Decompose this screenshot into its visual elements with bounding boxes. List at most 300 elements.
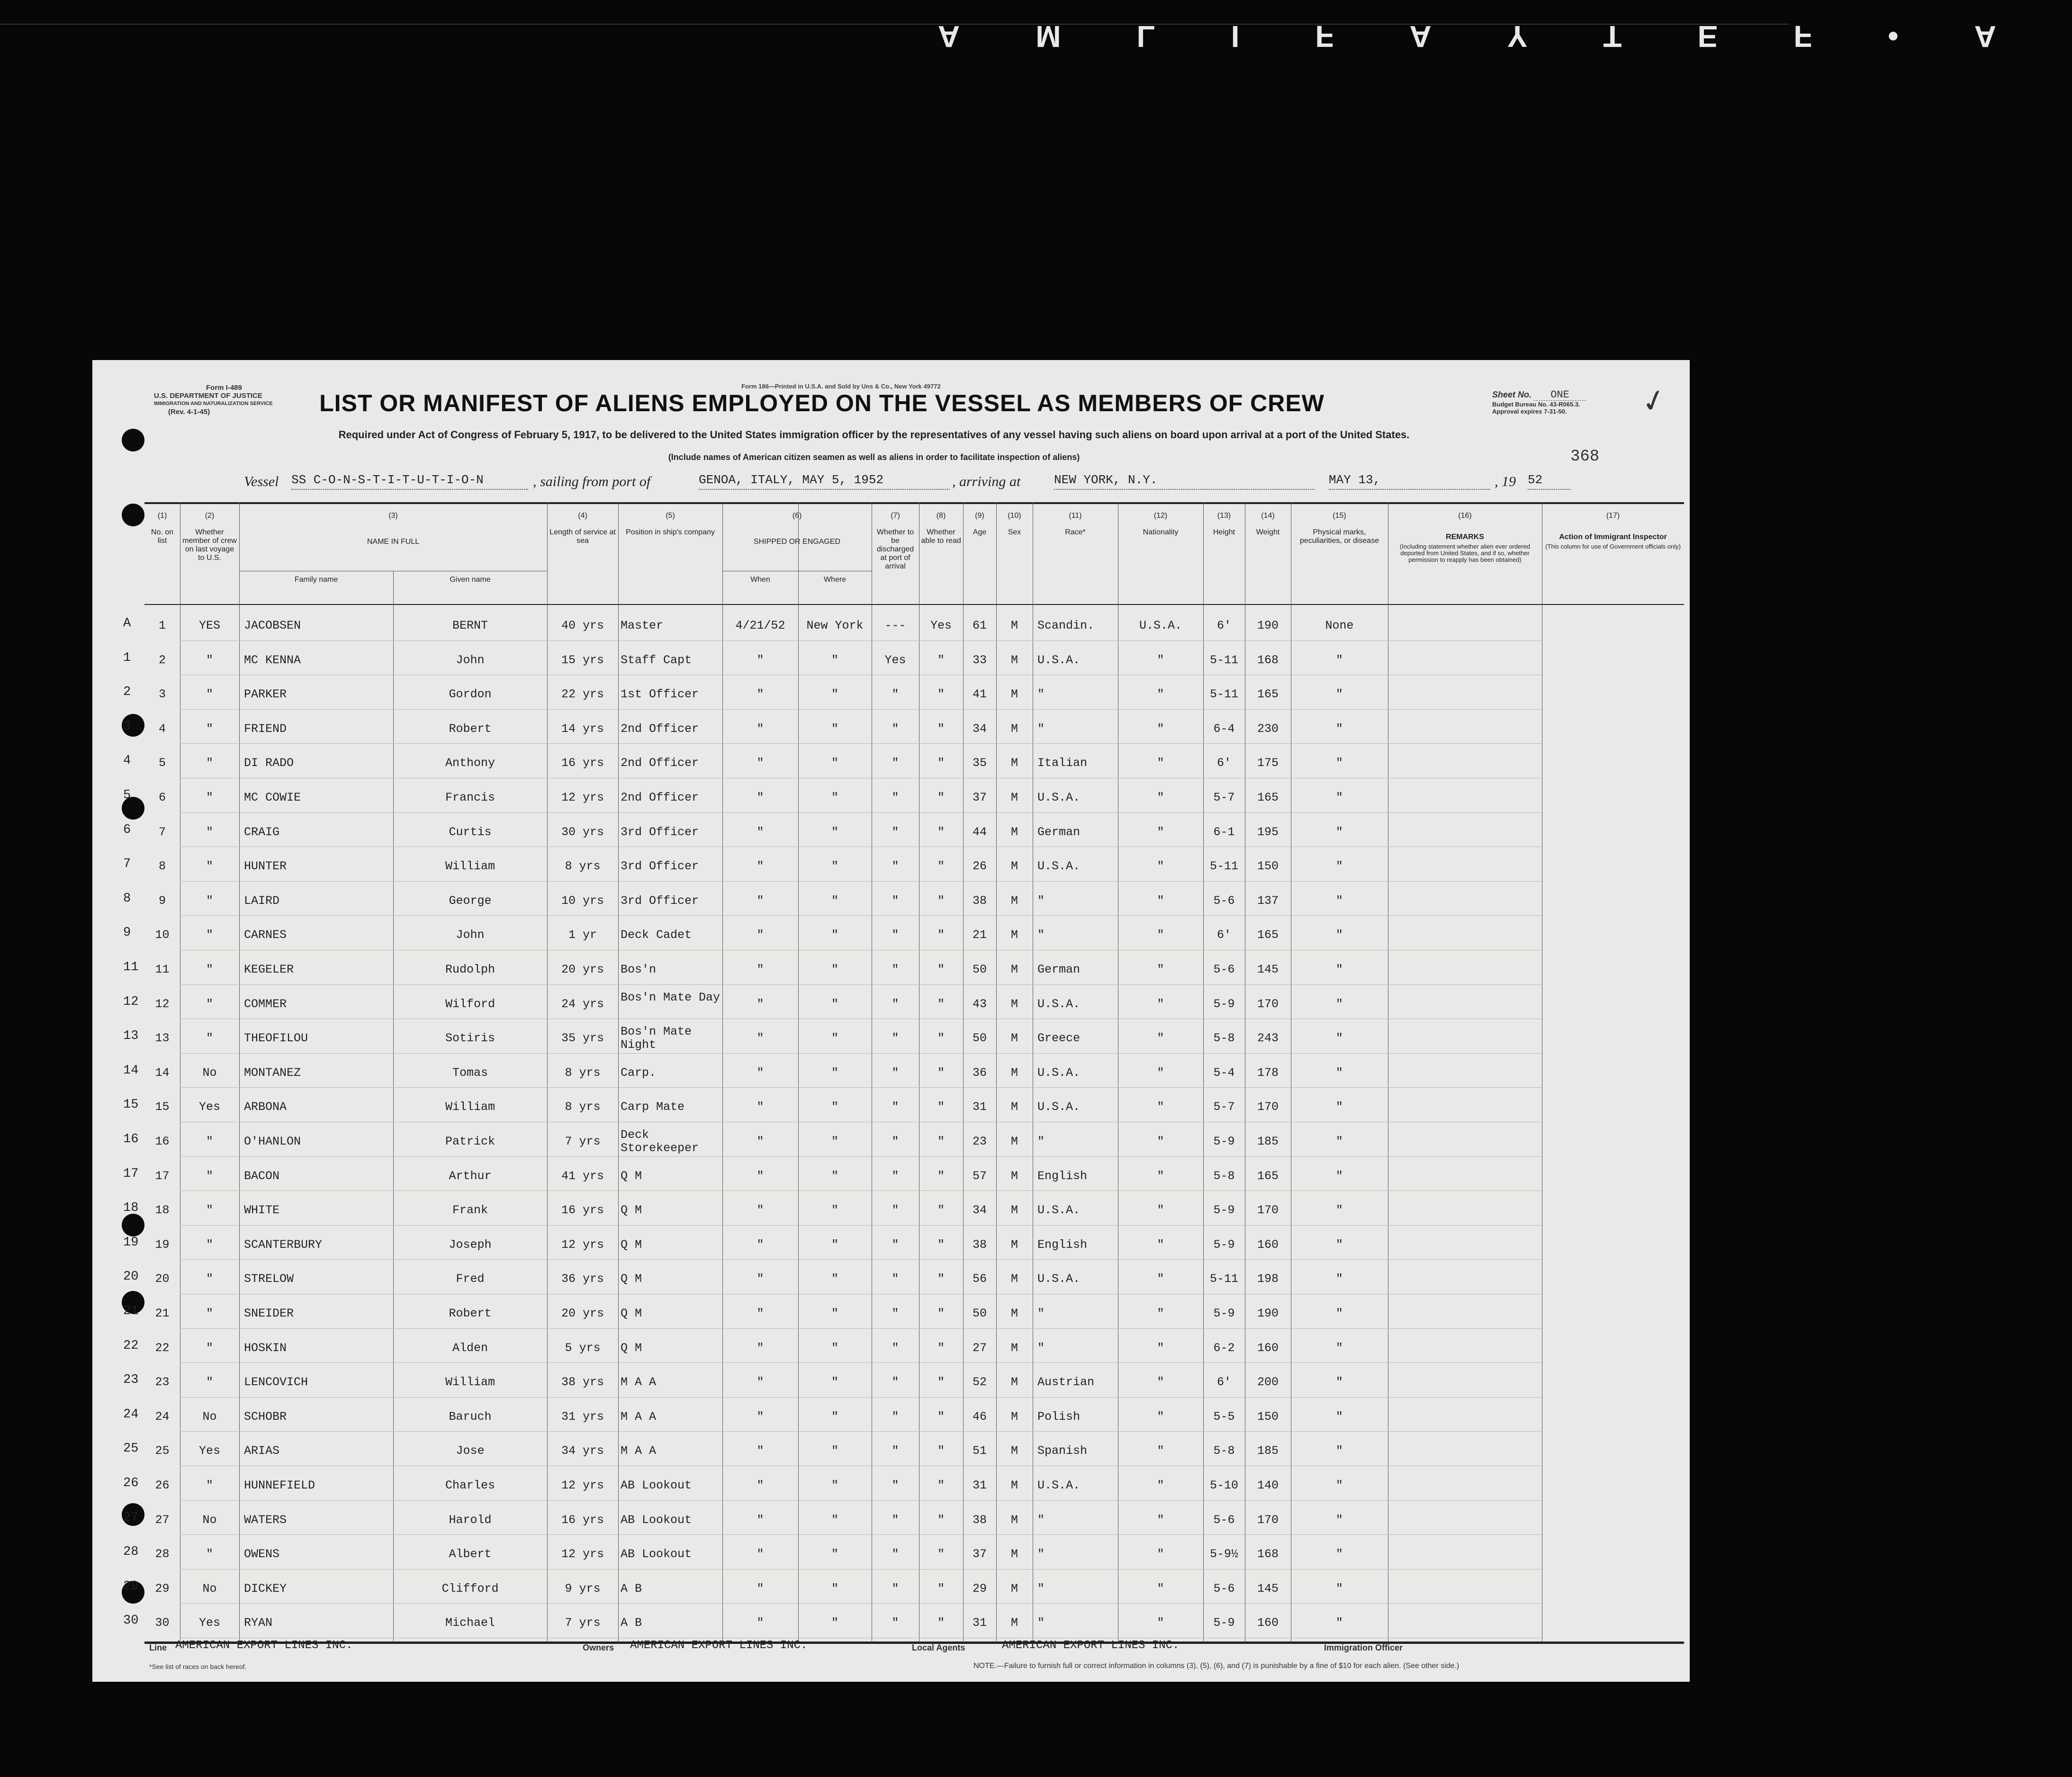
film-strip-letter: I — [1231, 19, 1240, 54]
cell-discharge: " — [892, 1409, 899, 1424]
cell-family: LENCOVICH — [244, 1375, 308, 1389]
cell-position: Deck Cadet — [621, 928, 692, 942]
header-rule-bottom — [144, 604, 1684, 605]
cell-when: " — [757, 1479, 764, 1492]
cell-marks: " — [1335, 1375, 1343, 1389]
row-divider — [180, 984, 1542, 985]
cell-sex: M — [1010, 1169, 1018, 1183]
cell-marks: " — [1335, 893, 1343, 908]
cell-height: 5-4 — [1213, 1065, 1235, 1080]
cell-age: 36 — [972, 1065, 987, 1080]
cell-age: 27 — [972, 1341, 987, 1355]
cell-family: HUNTER — [244, 859, 287, 874]
cell-sex: M — [1010, 653, 1018, 667]
margin-number: 27 — [123, 1510, 139, 1525]
cell-given: William — [445, 1375, 495, 1389]
cell-given: William — [445, 859, 495, 874]
cell-sex: M — [1010, 756, 1018, 770]
row-divider — [180, 1053, 1542, 1054]
cell-given: Francis — [445, 791, 495, 804]
column-number: (8) — [936, 512, 946, 520]
cell-marks: " — [1335, 1065, 1343, 1080]
cell-no: 5 — [158, 756, 166, 770]
cell-race: U.S.A. — [1037, 1100, 1081, 1114]
cell-age: 38 — [972, 1513, 987, 1527]
cell-sex: M — [1010, 1341, 1018, 1355]
column-header: Whether to be discharged at port of arrival — [876, 528, 914, 570]
cell-prev: " — [206, 791, 213, 804]
cell-no: 26 — [155, 1479, 170, 1492]
cell-position: Q M — [621, 1272, 642, 1286]
cell-height: 5-8 — [1213, 1444, 1235, 1458]
cell-sex: M — [1010, 928, 1018, 942]
cell-race: " — [1037, 1616, 1045, 1630]
cell-no: 17 — [155, 1169, 170, 1183]
column-header: Whether able to read — [921, 528, 961, 545]
cell-position: AB Lookout — [621, 1479, 692, 1492]
table-row — [92, 1228, 1632, 1262]
row-divider — [180, 812, 1542, 813]
page-title: LIST OR MANIFEST OF ALIENS EMPLOYED ON THE VESSEL AS MEMBERS OF CREW — [319, 390, 1324, 416]
cell-prev: " — [206, 1031, 213, 1046]
column-number: (3) — [388, 512, 398, 520]
cell-family: KEGELER — [244, 963, 294, 976]
margin-number: 16 — [123, 1132, 139, 1146]
cell-discharge: " — [892, 997, 899, 1011]
table-row — [92, 609, 1632, 643]
column-header: Position in ship's company — [625, 528, 715, 536]
table-row — [92, 1606, 1632, 1640]
cell-service: 31 yrs — [561, 1409, 604, 1424]
column-subheader: Where — [823, 576, 847, 584]
table-row — [92, 815, 1632, 849]
cell-no: 19 — [155, 1237, 170, 1252]
cell-when: " — [757, 1100, 764, 1114]
cell-prev: " — [206, 1341, 213, 1355]
year-prefix: , 19 — [1495, 474, 1516, 489]
cell-weight: 190 — [1257, 1307, 1279, 1320]
cell-no: 14 — [155, 1065, 170, 1080]
cell-marks: " — [1335, 859, 1343, 874]
table-row — [92, 1572, 1632, 1606]
line-value: AMERICAN EXPORT LINES INC. — [175, 1639, 353, 1652]
cell-height: 5-8 — [1213, 1031, 1235, 1046]
cell-given: Patrick — [445, 1135, 495, 1148]
cell-race: " — [1037, 928, 1045, 942]
sheet-value: ONE — [1534, 390, 1586, 401]
cell-discharge: " — [892, 791, 899, 804]
cell-service: 12 yrs — [561, 1547, 604, 1561]
cell-nationality: " — [1157, 859, 1164, 874]
cell-nationality: " — [1157, 1444, 1164, 1458]
cell-marks: " — [1335, 1100, 1343, 1114]
cell-prev: " — [206, 1237, 213, 1252]
cell-marks: " — [1335, 963, 1343, 976]
cell-family: CARNES — [244, 928, 287, 942]
cell-when: " — [757, 893, 764, 908]
cell-where: " — [831, 1479, 838, 1492]
column-number: (17) — [1606, 512, 1620, 520]
cell-nationality: " — [1157, 1203, 1164, 1218]
cell-position: A B — [621, 1616, 642, 1630]
cell-height: 5-9 — [1213, 1135, 1235, 1148]
cell-when: " — [757, 687, 764, 702]
cell-service: 15 yrs — [561, 653, 604, 667]
cell-where: " — [831, 1065, 838, 1080]
cell-discharge: " — [892, 1100, 899, 1114]
cell-when: " — [757, 1375, 764, 1389]
cell-where: " — [831, 1513, 838, 1527]
cell-height: 5-9 — [1213, 997, 1235, 1011]
cell-age: 29 — [972, 1581, 987, 1596]
cell-sex: M — [1010, 1135, 1018, 1148]
column-header: Race* — [1065, 528, 1086, 536]
cell-discharge: " — [892, 1237, 899, 1252]
cell-race: U.S.A. — [1037, 1479, 1081, 1492]
cell-sex: M — [1010, 1479, 1018, 1492]
cell-where: " — [831, 1375, 838, 1389]
cell-where: New York — [806, 619, 864, 632]
cell-prev: No — [202, 1581, 217, 1596]
vessel-value: SS C-O-N-S-T-I-T-U-T-I-O-N — [291, 473, 528, 490]
cell-service: 40 yrs — [561, 619, 604, 632]
column-number: (4) — [578, 512, 587, 520]
row-divider — [180, 1362, 1542, 1363]
margin-number: 1 — [123, 650, 131, 665]
cell-given: Joseph — [449, 1237, 492, 1252]
cell-age: 38 — [972, 893, 987, 908]
cell-discharge: " — [892, 1272, 899, 1286]
cell-where: " — [831, 687, 838, 702]
cell-where: " — [831, 1409, 838, 1424]
cell-when: " — [757, 1547, 764, 1561]
form-identifier — [154, 384, 273, 416]
cell-service: 16 yrs — [561, 1513, 604, 1527]
cell-service: 30 yrs — [561, 825, 604, 839]
cell-read: Yes — [930, 619, 952, 632]
cell-position: Q M — [621, 1169, 642, 1183]
cell-read: " — [937, 1341, 945, 1355]
cell-discharge: " — [892, 825, 899, 839]
cell-weight: 137 — [1257, 893, 1279, 908]
cell-read: " — [937, 1616, 945, 1630]
cell-height: 6' — [1216, 1375, 1231, 1389]
cell-nationality: " — [1157, 1375, 1164, 1389]
cell-age: 50 — [972, 1307, 987, 1320]
cell-age: 35 — [972, 756, 987, 770]
cell-nationality: " — [1157, 893, 1164, 908]
cell-discharge: " — [892, 1616, 899, 1630]
cell-race: " — [1037, 722, 1045, 736]
cell-marks: " — [1335, 1547, 1343, 1561]
cell-nationality: " — [1157, 1581, 1164, 1596]
cell-family: WATERS — [244, 1513, 287, 1527]
cell-discharge: " — [892, 893, 899, 908]
cell-position: AB Lookout — [621, 1547, 692, 1561]
cell-discharge: " — [892, 1203, 899, 1218]
cell-given: Wilford — [445, 997, 495, 1011]
cell-race: U.S.A. — [1037, 859, 1081, 874]
cell-prev: " — [206, 653, 213, 667]
cell-race: German — [1037, 825, 1081, 839]
margin-number: 14 — [123, 1063, 139, 1078]
cell-given: Clifford — [441, 1581, 499, 1596]
cell-marks: " — [1335, 1272, 1343, 1286]
cell-race: " — [1037, 893, 1045, 908]
cell-position: AB Lookout — [621, 1513, 692, 1527]
cell-discharge: " — [892, 722, 899, 736]
cell-height: 5-7 — [1213, 791, 1235, 804]
cell-weight: 170 — [1257, 997, 1279, 1011]
cell-age: 34 — [972, 722, 987, 736]
row-divider — [180, 1603, 1542, 1604]
cell-nationality: " — [1157, 653, 1164, 667]
cell-when: " — [757, 756, 764, 770]
column-header: Age — [973, 528, 987, 536]
cell-weight: 165 — [1257, 791, 1279, 804]
cell-family: CRAIG — [244, 825, 280, 839]
cell-race: English — [1037, 1169, 1088, 1183]
cell-prev: " — [206, 1169, 213, 1183]
cell-discharge: " — [892, 1065, 899, 1080]
cell-service: 8 yrs — [565, 859, 601, 874]
film-strip-letter: F — [1793, 19, 1812, 54]
column-number: (1) — [157, 512, 167, 520]
cell-service: 16 yrs — [561, 1203, 604, 1218]
cell-service: 5 yrs — [565, 1341, 601, 1355]
cell-height: 6-1 — [1213, 825, 1235, 839]
cell-age: 51 — [972, 1444, 987, 1458]
column-number: (2) — [205, 512, 215, 520]
cell-sex: M — [1010, 619, 1018, 632]
cell-family: HOSKIN — [244, 1341, 287, 1355]
cell-weight: 168 — [1257, 1547, 1279, 1561]
table-row — [92, 677, 1632, 712]
margin-number: 6 — [123, 822, 131, 837]
cell-height: 5-9½ — [1209, 1547, 1238, 1561]
cell-given: Anthony — [445, 756, 495, 770]
cell-sex: M — [1010, 1203, 1018, 1218]
cell-age: 33 — [972, 653, 987, 667]
cell-family: OWENS — [244, 1547, 280, 1561]
cell-height: 5-7 — [1213, 1100, 1235, 1114]
cell-where: " — [831, 1272, 838, 1286]
film-strip-letter: Y — [1507, 19, 1528, 54]
cell-sex: M — [1010, 1581, 1018, 1596]
form-subnote: (Include names of American citizen seamen as well as aliens in order to facilitate inspection of aliens) — [668, 452, 1080, 462]
cell-family: ARIAS — [244, 1444, 280, 1458]
cell-prev: " — [206, 1307, 213, 1320]
cell-no: 3 — [158, 687, 166, 702]
column-header: Sex — [1008, 528, 1021, 536]
margin-number: 11 — [123, 960, 139, 974]
cell-position: M A A — [621, 1444, 657, 1458]
cell-given: Frank — [452, 1203, 488, 1218]
cell-nationality: " — [1157, 1547, 1164, 1561]
form-number: Form I-489 — [206, 384, 242, 392]
cell-family: THEOFILOU — [244, 1031, 308, 1046]
cell-position: Q M — [621, 1341, 642, 1355]
cell-read: " — [937, 859, 945, 874]
cell-height: 5-10 — [1209, 1479, 1238, 1492]
cell-read: " — [937, 722, 945, 736]
cell-service: 41 yrs — [561, 1169, 604, 1183]
table-row — [92, 1262, 1632, 1296]
service-name: IMMIGRATION AND NATURALIZATION SERVICE — [154, 401, 273, 406]
column-subheader: Family name — [294, 576, 338, 584]
cell-marks: " — [1335, 1341, 1343, 1355]
sheet-label: Sheet No. — [1492, 390, 1532, 399]
punch-hole — [122, 504, 144, 526]
cell-sex: M — [1010, 997, 1018, 1011]
cell-prev: Yes — [198, 1616, 220, 1630]
cell-discharge: " — [892, 1581, 899, 1596]
cell-height: 5-9 — [1213, 1307, 1235, 1320]
cell-when: " — [757, 1203, 764, 1218]
cell-prev: " — [206, 997, 213, 1011]
cell-marks: " — [1335, 1031, 1343, 1046]
cell-race: " — [1037, 1135, 1045, 1148]
margin-number: 5 — [123, 788, 131, 803]
cell-marks: " — [1335, 1307, 1343, 1320]
cell-sex: M — [1010, 687, 1018, 702]
cell-read: " — [937, 1375, 945, 1389]
cell-race: German — [1037, 963, 1081, 976]
cell-marks: " — [1335, 1135, 1343, 1148]
film-strip-letter: • — [1888, 19, 1899, 54]
cell-height: 5-6 — [1213, 1581, 1235, 1596]
cell-read: " — [937, 997, 945, 1011]
cell-given: George — [449, 893, 492, 908]
cell-weight: 185 — [1257, 1135, 1279, 1148]
row-divider — [180, 1087, 1542, 1088]
cell-sex: M — [1010, 1547, 1018, 1561]
row-divider — [180, 1156, 1542, 1157]
cell-when: 4/21/52 — [735, 619, 785, 632]
cell-given: Tomas — [452, 1065, 488, 1080]
cell-race: U.S.A. — [1037, 1203, 1081, 1218]
cell-height: 5-6 — [1213, 1513, 1235, 1527]
cell-when: " — [757, 1272, 764, 1286]
sailing-label: , sailing from port of — [533, 474, 651, 489]
cell-prev: YES — [198, 619, 220, 632]
cell-sex: M — [1010, 1237, 1018, 1252]
cell-given: Fred — [456, 1272, 485, 1286]
printer-line: Form 186—Printed in U.S.A. and Sold by Uns & Co., New York 49772 — [741, 383, 941, 390]
table-row — [92, 643, 1632, 677]
table-row — [92, 849, 1632, 884]
cell-where: " — [831, 963, 838, 976]
cell-position: Q M — [621, 1307, 642, 1320]
cell-weight: 165 — [1257, 928, 1279, 942]
column-number: (11) — [1069, 512, 1082, 520]
cell-height: 6-2 — [1213, 1341, 1235, 1355]
cell-age: 50 — [972, 1031, 987, 1046]
cell-family: COMMER — [244, 997, 287, 1011]
cell-discharge: " — [892, 963, 899, 976]
cell-discharge: " — [892, 1031, 899, 1046]
cell-height: 6' — [1216, 619, 1231, 632]
cell-age: 31 — [972, 1616, 987, 1630]
cell-when: " — [757, 1616, 764, 1630]
cell-given: Curtis — [449, 825, 492, 839]
cell-weight: 170 — [1257, 1513, 1279, 1527]
cell-no: 18 — [155, 1203, 170, 1218]
cell-age: 31 — [972, 1479, 987, 1492]
cell-position: 3rd Officer — [621, 893, 699, 908]
cell-height: 6' — [1216, 756, 1231, 770]
cell-prev: " — [206, 1479, 213, 1492]
cell-when: " — [757, 1135, 764, 1148]
cell-marks: " — [1335, 722, 1343, 736]
row-divider — [180, 1259, 1542, 1260]
cell-no: 15 — [155, 1100, 170, 1114]
cell-no: 12 — [155, 997, 170, 1011]
cell-prev: " — [206, 893, 213, 908]
cell-no: 6 — [158, 791, 166, 804]
margin-number: 22 — [123, 1338, 139, 1353]
margin-number: 30 — [123, 1614, 139, 1628]
row-divider — [180, 1431, 1542, 1432]
cell-where: " — [831, 859, 838, 874]
column-header: No. on list — [151, 528, 174, 545]
table-row — [92, 1297, 1632, 1331]
film-strip-letter: L — [1136, 19, 1155, 54]
cell-discharge: " — [892, 1444, 899, 1458]
cell-height: 5-9 — [1213, 1203, 1235, 1218]
column-number: (13) — [1217, 512, 1231, 520]
cell-prev: " — [206, 756, 213, 770]
cell-where: " — [831, 1100, 838, 1114]
cell-age: 37 — [972, 1547, 987, 1561]
row-divider — [180, 881, 1542, 882]
cell-discharge: " — [892, 1513, 899, 1527]
cell-marks: " — [1335, 1203, 1343, 1218]
punch-hole — [122, 429, 144, 451]
cell-marks: " — [1335, 1444, 1343, 1458]
cell-family: MC KENNA — [244, 653, 301, 667]
cell-age: 41 — [972, 687, 987, 702]
cell-race: Scandin. — [1037, 619, 1095, 632]
cell-nationality: " — [1157, 1409, 1164, 1424]
cell-where: " — [831, 1307, 838, 1320]
cell-sex: M — [1010, 1065, 1018, 1080]
table-row — [92, 781, 1632, 815]
cell-sex: M — [1010, 1375, 1018, 1389]
cell-when: " — [757, 1513, 764, 1527]
column-number: (6) — [792, 512, 802, 520]
cell-discharge: " — [892, 859, 899, 874]
cell-height: 5-9 — [1213, 1616, 1235, 1630]
cell-height: 5-11 — [1209, 687, 1238, 702]
cell-discharge: " — [892, 1375, 899, 1389]
sailing-value: GENOA, ITALY, MAY 5, 1952 — [699, 473, 950, 490]
column-header: Height — [1213, 528, 1235, 536]
table-row — [92, 1193, 1632, 1227]
cell-read: " — [937, 1307, 945, 1320]
cell-sex: M — [1010, 963, 1018, 976]
cell-discharge: " — [892, 1341, 899, 1355]
cell-age: 50 — [972, 963, 987, 976]
cell-prev: Yes — [198, 1100, 220, 1114]
margin-number: 4 — [123, 754, 131, 768]
cell-marks: " — [1335, 1237, 1343, 1252]
cell-position: Carp Mate — [621, 1100, 685, 1114]
cell-service: 8 yrs — [565, 1065, 601, 1080]
cell-position: 1st Officer — [621, 687, 699, 702]
cell-discharge: " — [892, 928, 899, 942]
column-number: (12) — [1153, 512, 1168, 520]
